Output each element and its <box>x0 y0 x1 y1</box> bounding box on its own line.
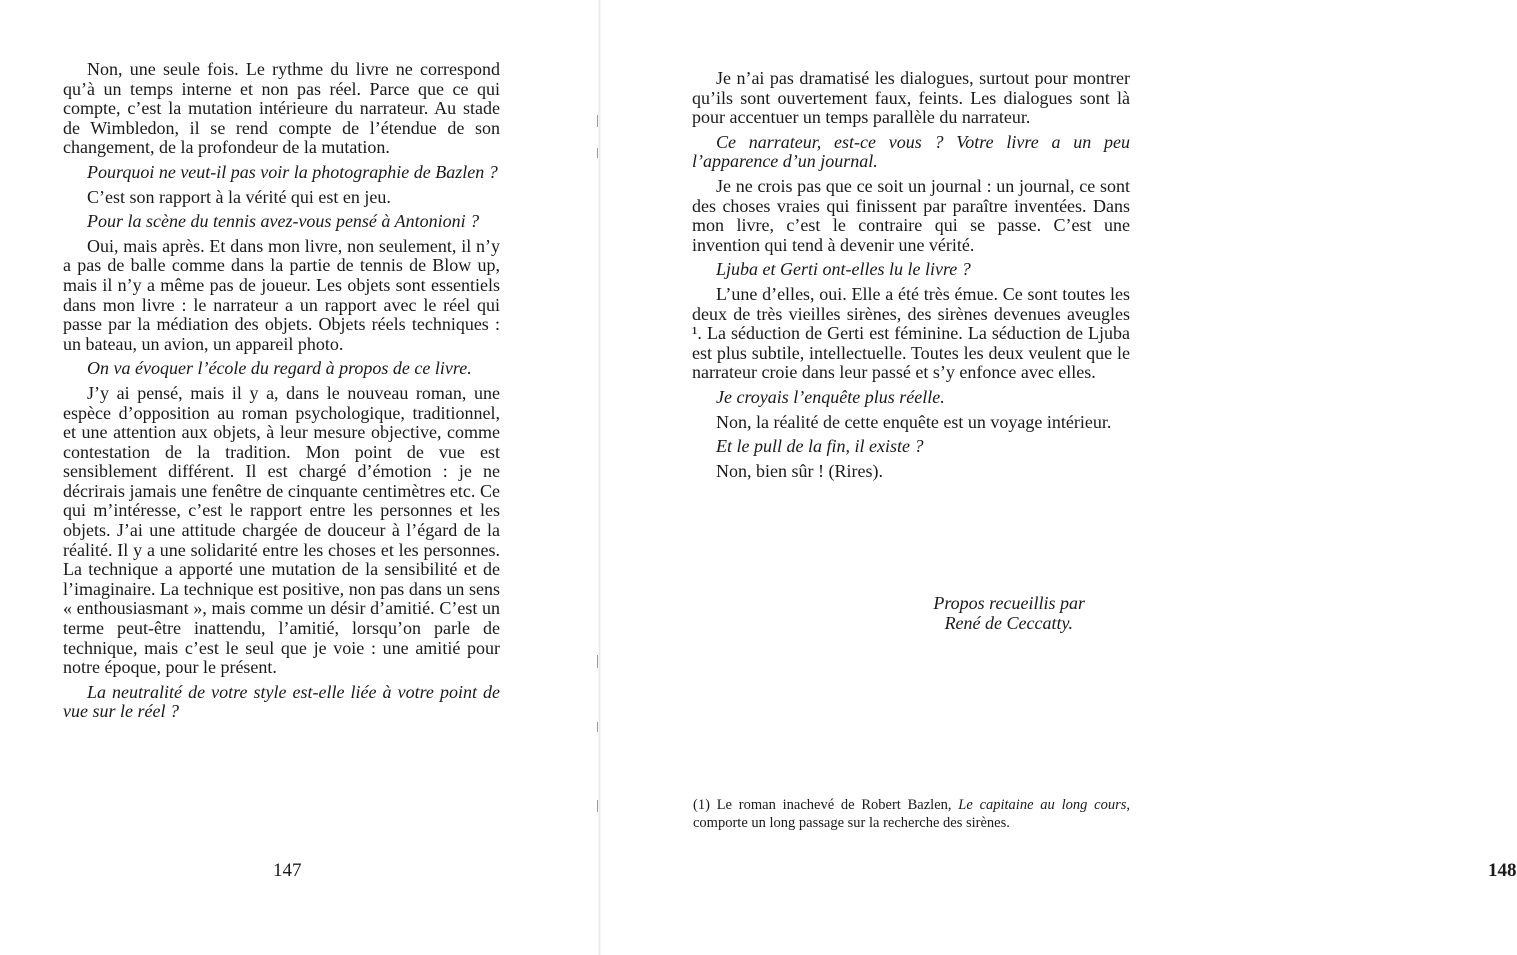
left-paragraph: Non, une seule fois. Le rythme du livre ne correspond qu’à un temps interne et non pas réel. Parce que ce qui compte, c’est la mutation intérieure du narrateur. Au stade de Wimbledon, il se rend compte de l’étendue de son changement, de la profondeur de la mutation. <box>63 59 500 158</box>
page-number-left: 147 <box>273 860 302 881</box>
credit-line-2: René de Ceccatty. <box>944 613 1073 633</box>
left-page <box>0 0 600 955</box>
right-paragraph: L’une d’elles, oui. Elle a été très émue. Ce sont toutes les deux de très vieilles sirènes, des sirènes devenues aveugles ¹. La séduction de Gerti est féminine. La séduction de Ljuba est plus subtile, intellectuelle. Toutes les deux veulent que le narrateur croie dans leur passé et s’y enfonce avec elles. <box>692 283 1130 383</box>
left-paragraph: C’est son rapport à la vérité qui est en jeu. <box>87 186 391 207</box>
right-question: Ce narrateur, est-ce vous ? Votre livre a un peu l’apparence d’un journal. <box>692 131 1130 172</box>
footnote <box>693 796 1130 832</box>
right-paragraph: Non, la réalité de cette enquête est un voyage intérieur. <box>716 411 1112 432</box>
left-paragraph: J’y ai pensé, mais il y a, dans le nouveau roman, une espèce d’opposition au roman psychologique, traditionnel, et une attention aux objets, à leur mesure objective, comme contestation de la tradition. Mon point de vue est sensiblement différent. Il est chargé d’émotion : je ne décrirais jamais une fenêtre de cinquante centimètres etc. Ce qui m’intéresse, c’est le rapport entre les personnes et les objets. J’ai une attitude chargée de douceur à l’égard de la réalité. Il y a une solidarité entre les choses et les personnes. La technique a apporté une mutation de la sensibilité et de l’imaginaire. La technique est positive, non pas dans un sens « enthousiasmant », mais comme un désir d’amitié. C’est un terme peut-être inattendu, l’amitié, lorsqu’on parle de technique, mais c’est le seul que je voie : une amitié pour notre époque, pour le présent. <box>63 382 500 678</box>
left-question: On va évoquer l’école du regard à propos de ce livre. <box>87 358 472 379</box>
gutter-mark <box>597 148 598 158</box>
footnote-text-after: comporte un long passage sur la recherche des sirènes. <box>693 815 1010 831</box>
gutter-mark <box>597 800 598 812</box>
footnote-marker: (1) <box>693 797 710 813</box>
left-question: La neutralité de votre style est-elle liée à votre point de vue sur le réel ? <box>63 681 500 722</box>
right-paragraph: Non, bien sûr ! (Rires). <box>716 460 883 481</box>
right-question: Ljuba et Gerti ont-elles lu le livre ? <box>716 259 971 280</box>
right-paragraph: Je n’ai pas dramatisé les dialogues, surtout pour montrer qu’ils sont ouvertement faux, feints. Les dialogues sont là pour accentuer un temps parallèle du narrateur. <box>692 68 1130 128</box>
gutter-mark <box>597 115 598 127</box>
gutter-mark <box>597 655 598 668</box>
right-page-text <box>692 69 1130 486</box>
right-paragraph: Je ne crois pas que ce soit un journal : un journal, ce sont des choses vraies qui finissent par paraître inventées. Dans mon livre, c’est le contraire qui se passe. C’est une invention qui tend à devenir une vérité. <box>692 175 1130 255</box>
left-page-text <box>63 60 500 727</box>
footnote-text-before: Le roman inachevé de Robert Bazlen, <box>716 797 952 813</box>
gutter-mark <box>597 722 598 732</box>
credit-line-1: Propos recueillis par <box>933 593 1085 613</box>
right-question: Et le pull de la fin, il existe ? <box>716 436 924 457</box>
footnote-book-title: Le capitaine au long cours, <box>958 797 1130 813</box>
interview-credit <box>600 593 1085 633</box>
left-question: Pourquoi ne veut-il pas voir la photographie de Bazlen ? <box>87 161 498 182</box>
left-question: Pour la scène du tennis avez-vous pensé à Antonioni ? <box>87 211 480 232</box>
page-number-right: 148 <box>1488 860 1517 881</box>
left-paragraph: Oui, mais après. Et dans mon livre, non seulement, il n’y a pas de balle comme dans la partie de tennis de Blow up, mais il n’y a même pas de joueur. Les objets sont essentiels dans mon livre : le narrateur a un rapport avec le réel qui passe par la médiation des objets. Objets réels techniques : un bateau, un avion, un appareil photo. <box>63 235 500 354</box>
right-question: Je croyais l’enquête plus réelle. <box>716 386 945 407</box>
